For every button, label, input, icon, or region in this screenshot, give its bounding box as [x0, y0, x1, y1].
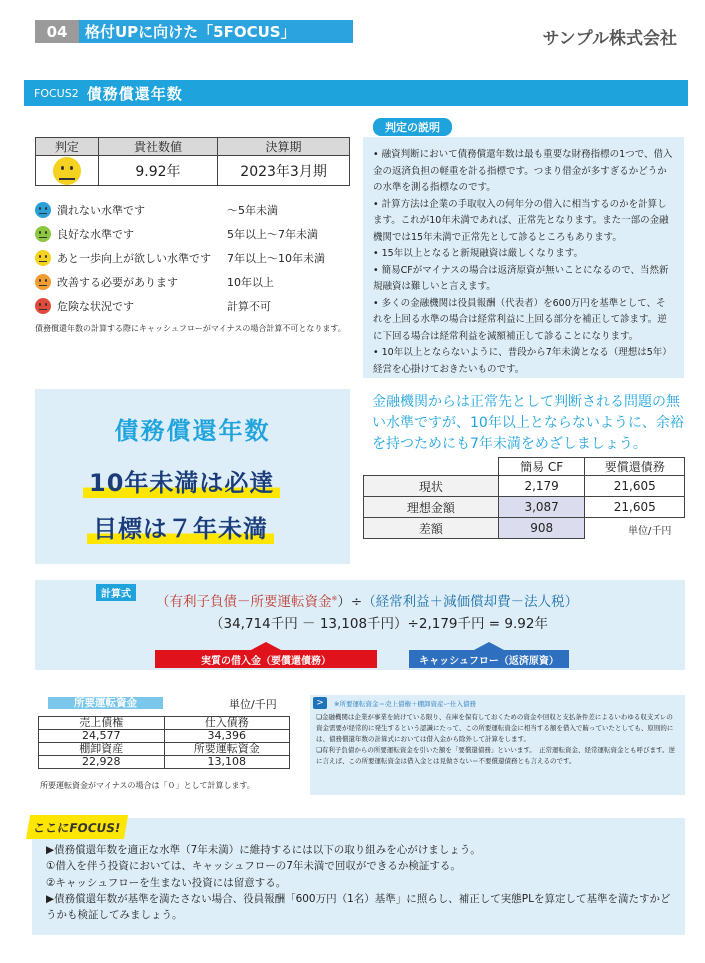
company-name: サンプル株式会社 — [542, 29, 677, 49]
list-item: ▶債務償還年数を適正な水準（7年未満）に維持するには以下の取り組みを心がけましょう。 — [46, 844, 481, 856]
list-item: ▶債務償還年数が基準を満たさない場合、役員報酬「600万円（1名）基準」に照らし、補正して実態PLを算定して基準を満たすかどうかも検証してみましょう。 — [46, 892, 671, 922]
section-header — [35, 20, 353, 43]
neutral-face-icon — [35, 250, 51, 266]
focus-title: 債務償還年数 — [86, 84, 183, 103]
callout-requirement: 10年未満は必達 — [83, 463, 280, 498]
value-header: 貴社数値 — [98, 138, 217, 156]
unit-label: 単位/千円 — [628, 526, 672, 537]
table-row: 差額 908 — [364, 518, 685, 539]
explanation-item: • 融資判断において債務償還年数は最も重要な財務指標の1つで、借入金の返済負担の軽重を計る指標です。つまり借金が多すぎるかどうかの水準を測る指標なのです。 — [373, 149, 673, 193]
table-row: 24,577 34,396 — [39, 730, 290, 743]
legend-label: 潰れない水準です — [57, 204, 145, 217]
legend-range: 〜5年未満 — [227, 204, 278, 217]
legend-range: 10年以上 — [227, 276, 274, 289]
cf-header: 簡易 CF — [498, 458, 585, 476]
advice-text: 金融機関からは正常先として判断される問題の無い水準ですが、10年以上とならないように、余裕を持つためにも7年未満をめざしましょう。 — [372, 394, 684, 452]
callout-title: 債務償還年数 — [114, 417, 271, 445]
explanation-item: • 15年以上となると新規融資は厳しくなります。 — [373, 248, 583, 259]
working-capital-table — [38, 716, 290, 769]
happy-face-icon — [35, 202, 51, 218]
neutral-face-icon — [53, 157, 81, 185]
formula-calculation: （34,714千円 － 13,108千円）÷2,179千円 = 9.92年 — [210, 616, 548, 632]
target-callout — [35, 389, 350, 564]
explanation-item: • 多くの金融機関は役員報酬（代表者）を600万円を基準として、それを上回る水準の場合は経常利益に上回る部分を補正して診ます。逆に下回る場合は経常利益を減額補正して診ることになります。 — [373, 297, 667, 342]
legend-range: 7年以上〜10年未満 — [227, 252, 325, 265]
legend-row — [35, 294, 355, 318]
judge-period: 2023年3月期 — [218, 156, 350, 186]
table-row: 売上債権 仕入債務 — [39, 717, 290, 730]
explanation-tag: 判定の説明 — [373, 118, 452, 136]
table-row: 22,928 13,108 — [39, 756, 290, 769]
legend-label: 改善する必要があります — [57, 276, 178, 289]
explanation-item: • 簡易CFがマイナスの場合は返済原資が無いことになるので、当然新規融資は難しいと言えます。 — [373, 264, 669, 292]
real-debt-label: 実質の借入金（要償還債務） — [201, 655, 331, 667]
legend-range: 5年以上〜7年未満 — [227, 228, 318, 241]
callout-target: 目標は７年未満 — [87, 509, 274, 544]
chevron-right-icon: > — [313, 697, 327, 709]
note-paragraph: ❏有利子負債からの所要運転資金を引いた額を「要償還債務」といいます。 正常運転資金、経常運転資金とも呼びます。逆に言えば、この所要運転資金は借入金とは見做さない＝不要償還債務とも言えるのです。 — [316, 746, 676, 765]
period-header: 決算期 — [218, 138, 350, 156]
legend-row — [35, 270, 355, 294]
worried-face-icon — [35, 274, 51, 290]
focus-prefix: FOCUS2 — [34, 86, 79, 100]
formula-definition: （有利子負債－所要運転資金※）÷（経常利益＋減価償却費－法人税） — [156, 594, 579, 610]
legend-label: 危険な状況です — [57, 300, 134, 313]
note-heading: ※所要運転資金＝売上債権＋棚卸資産ー仕入債務 — [334, 700, 476, 708]
unit-label: 単位/千円 — [229, 698, 277, 711]
working-capital-tag: 所要運転資金 — [48, 697, 163, 709]
legend-row — [35, 246, 355, 270]
explanation-item: • 10年以上とならないように、普段から7年未満となる（理想は5年）経営を心掛けておきたいものです。 — [373, 347, 672, 375]
section-number: 04 — [35, 20, 79, 43]
list-item: ②キャッシュフローを生まない投資には留意する。 — [46, 876, 287, 889]
focus-list — [46, 842, 676, 923]
judge-value: 9.92年 — [98, 156, 217, 186]
table-row: 棚卸資産 所要運転資金 — [39, 743, 290, 756]
legend-note: 債務償還年数の計算する際にキャッシュフローがマイナスの場合計算不可となります。 — [35, 324, 346, 333]
explanation-item: • 計算方法は企業の手取収入の何年分の借入に相当するのかを計算します。これが10年未満であれば、正常先となります。また一部の金融機関では15年未満で正常先として診るところもあります。 — [373, 198, 669, 243]
angry-face-icon — [35, 298, 51, 314]
legend-row — [35, 222, 355, 246]
legend-label: 良好な水準です — [57, 228, 134, 241]
section-title: 格付UPに向けた「5FOCUS」 — [79, 20, 353, 43]
judge-header: 判定 — [36, 138, 99, 156]
explanation-box — [363, 137, 684, 378]
judgement-legend — [35, 198, 355, 318]
legend-row — [35, 198, 355, 222]
list-item: ①借入を伴う投資においては、キャッシュフローの7年未満で回収ができるか検証する。 — [46, 860, 461, 873]
focus-title-bar — [24, 80, 688, 106]
judgement-table — [35, 137, 350, 186]
smile-face-icon — [35, 226, 51, 242]
formula-tag: 計算式 — [96, 584, 136, 601]
note-paragraph: ❏金融機関は企業が事業を続けている限り、在庫を保有しておくための資金や回収と支払条件差によるいわゆる収支ズレの資金需要が経常的に発生するという認識にたって、この所要運転資金に相当する額を借入で賄っていたとしても、原則的には、債務償還年数の計算式においては借入金から除外して計算をします。 — [316, 713, 674, 743]
legend-label: あと一歩向上が欲しい水準です — [57, 252, 211, 265]
legend-range: 計算不可 — [227, 300, 271, 313]
table-row: 現状 2,179 21,605 — [364, 476, 685, 497]
focus-label: ここにFOCUS! — [26, 815, 128, 839]
working-capital-note: 所要運転資金がマイナスの場合は「０」として計算します。 — [40, 781, 255, 790]
cashflow-label: キャッシュフロー（返済原資） — [419, 655, 559, 667]
debt-header: 要償還債務 — [585, 458, 685, 476]
working-capital-explanation — [310, 695, 685, 795]
table-row: 理想金額 3,087 21,605 — [364, 497, 685, 518]
